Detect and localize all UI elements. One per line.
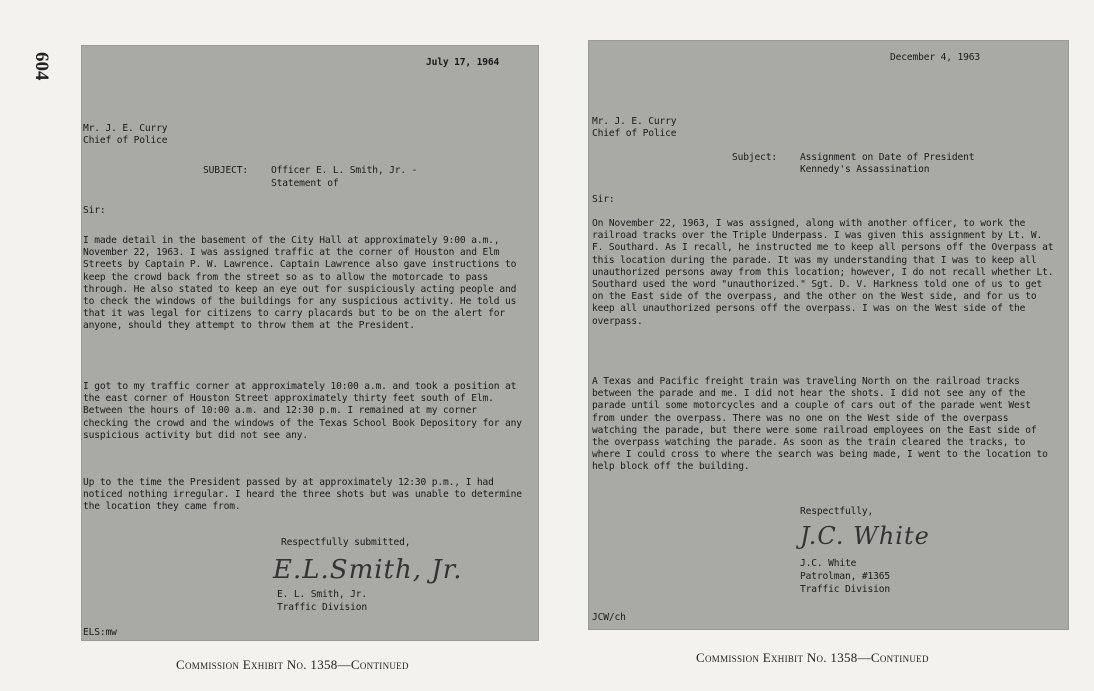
subject-line: Assignment on Date of President [800, 152, 975, 163]
closing: Respectfully, [800, 506, 874, 517]
body-paragraph: I made detail in the basement of the City Hall at approximately 9:00 a.m., November 22, 1963. I was assigned traffic at the corner of Houston and Elm Streets by Captain P. W. Lawrence. Captain Lawrence also gave instructions to keep the crowd back from the street so as to allow the motorcade to pass through. He also stated to keep an eye out for suspiciously acting people and to check the windows of the buildings for any suspicious activity. He told us that it was legal for citizens to carry placards but to be on the alert for anyone, should they attempt to throw them at the President. [83, 235, 517, 332]
subject-line: Statement of [271, 178, 339, 189]
addressee-line: Mr. J. E. Curry [83, 123, 168, 134]
letter-date: July 17, 1964 [426, 57, 500, 68]
addressee-line: Mr. J. E. Curry [592, 116, 677, 127]
body-paragraph: I got to my traffic corner at approximately 10:00 a.m. and took a position at the east corner of Houston Street approximately thirty feet south of Elm. Between the hours of 10:00 a.m. and 12:30 p.m. I remained at my corner checking the crowd and the windows of the Texas School Book Depository for any suspicious activity but did not see any. [83, 381, 522, 441]
signer-name: E. L. Smith, Jr. [277, 589, 368, 600]
signer-division: Traffic Division [800, 584, 891, 595]
salutation: Sir: [83, 205, 106, 216]
subject-line: Officer E. L. Smith, Jr. - [271, 165, 418, 176]
typist-initials: ELS:mw [83, 627, 117, 638]
addressee-line: Chief of Police [592, 128, 677, 139]
signer-rank: Patrolman, #1365 [800, 571, 891, 582]
addressee-line: Chief of Police [83, 135, 168, 146]
signer-name: J.C. White [800, 558, 857, 569]
body-paragraph: On November 22, 1963, I was assigned, along with another officer, to work the railroad tracks over the Triple Underpass. I was given this assignment by Lt. W. F. Southard. As I recall, he instructed me to keep all persons off the Overpass at this location during the parade. It was my understanding that I was to keep all unauthorized persons away from this location; however, I do not recall whether Lt. Southard used the word "unauthorized." Sgt. D. V. Harkness told one of us to get on the East side of the overpass, and the other on the West side, and for us to keep all unauthorized persons off the overpass. I was on the West side of the overpass. [592, 218, 1054, 327]
exhibit-caption-left: Commission Exhibit No. 1358—Continued [176, 657, 409, 672]
signature-white: J.C. White [800, 522, 930, 550]
typist-initials: JCW/ch [592, 612, 626, 623]
exhibit-caption-right: Commission Exhibit No. 1358—Continued [696, 650, 929, 665]
signer-division: Traffic Division [277, 602, 368, 613]
body-paragraph: Up to the time the President passed by at approximately 12:30 p.m., I had noticed nothing irregular. I heard the three shots but was unable to determine the location they came from. [83, 477, 522, 513]
letter-smith [81, 45, 539, 641]
closing: Respectfully submitted, [281, 537, 411, 548]
letter-date: December 4, 1963 [890, 52, 981, 63]
subject-line: Kennedy's Assassination [800, 164, 930, 175]
subject-label: Subject: [732, 152, 778, 163]
signature-smith: E.L.Smith, Jr. [273, 555, 463, 585]
salutation: Sir: [592, 194, 615, 205]
subject-label: SUBJECT: [203, 165, 249, 176]
body-paragraph: A Texas and Pacific freight train was traveling North on the railroad tracks between the parade and me. I did not hear the shots. I did not see any of the parade until some motorcycles and a couple of cars out of the parade went West from under the overpass. There was no one on the West side of the overpass watching the parade, but there were some railroad employees on the East side of the overpass watching the parade. As soon as the train cleared the tracks, to where I could cross to where the search was being made, I went to the location to help block off the building. [592, 376, 1048, 473]
page-number: 604 [31, 52, 52, 81]
letter-white [588, 40, 1069, 630]
